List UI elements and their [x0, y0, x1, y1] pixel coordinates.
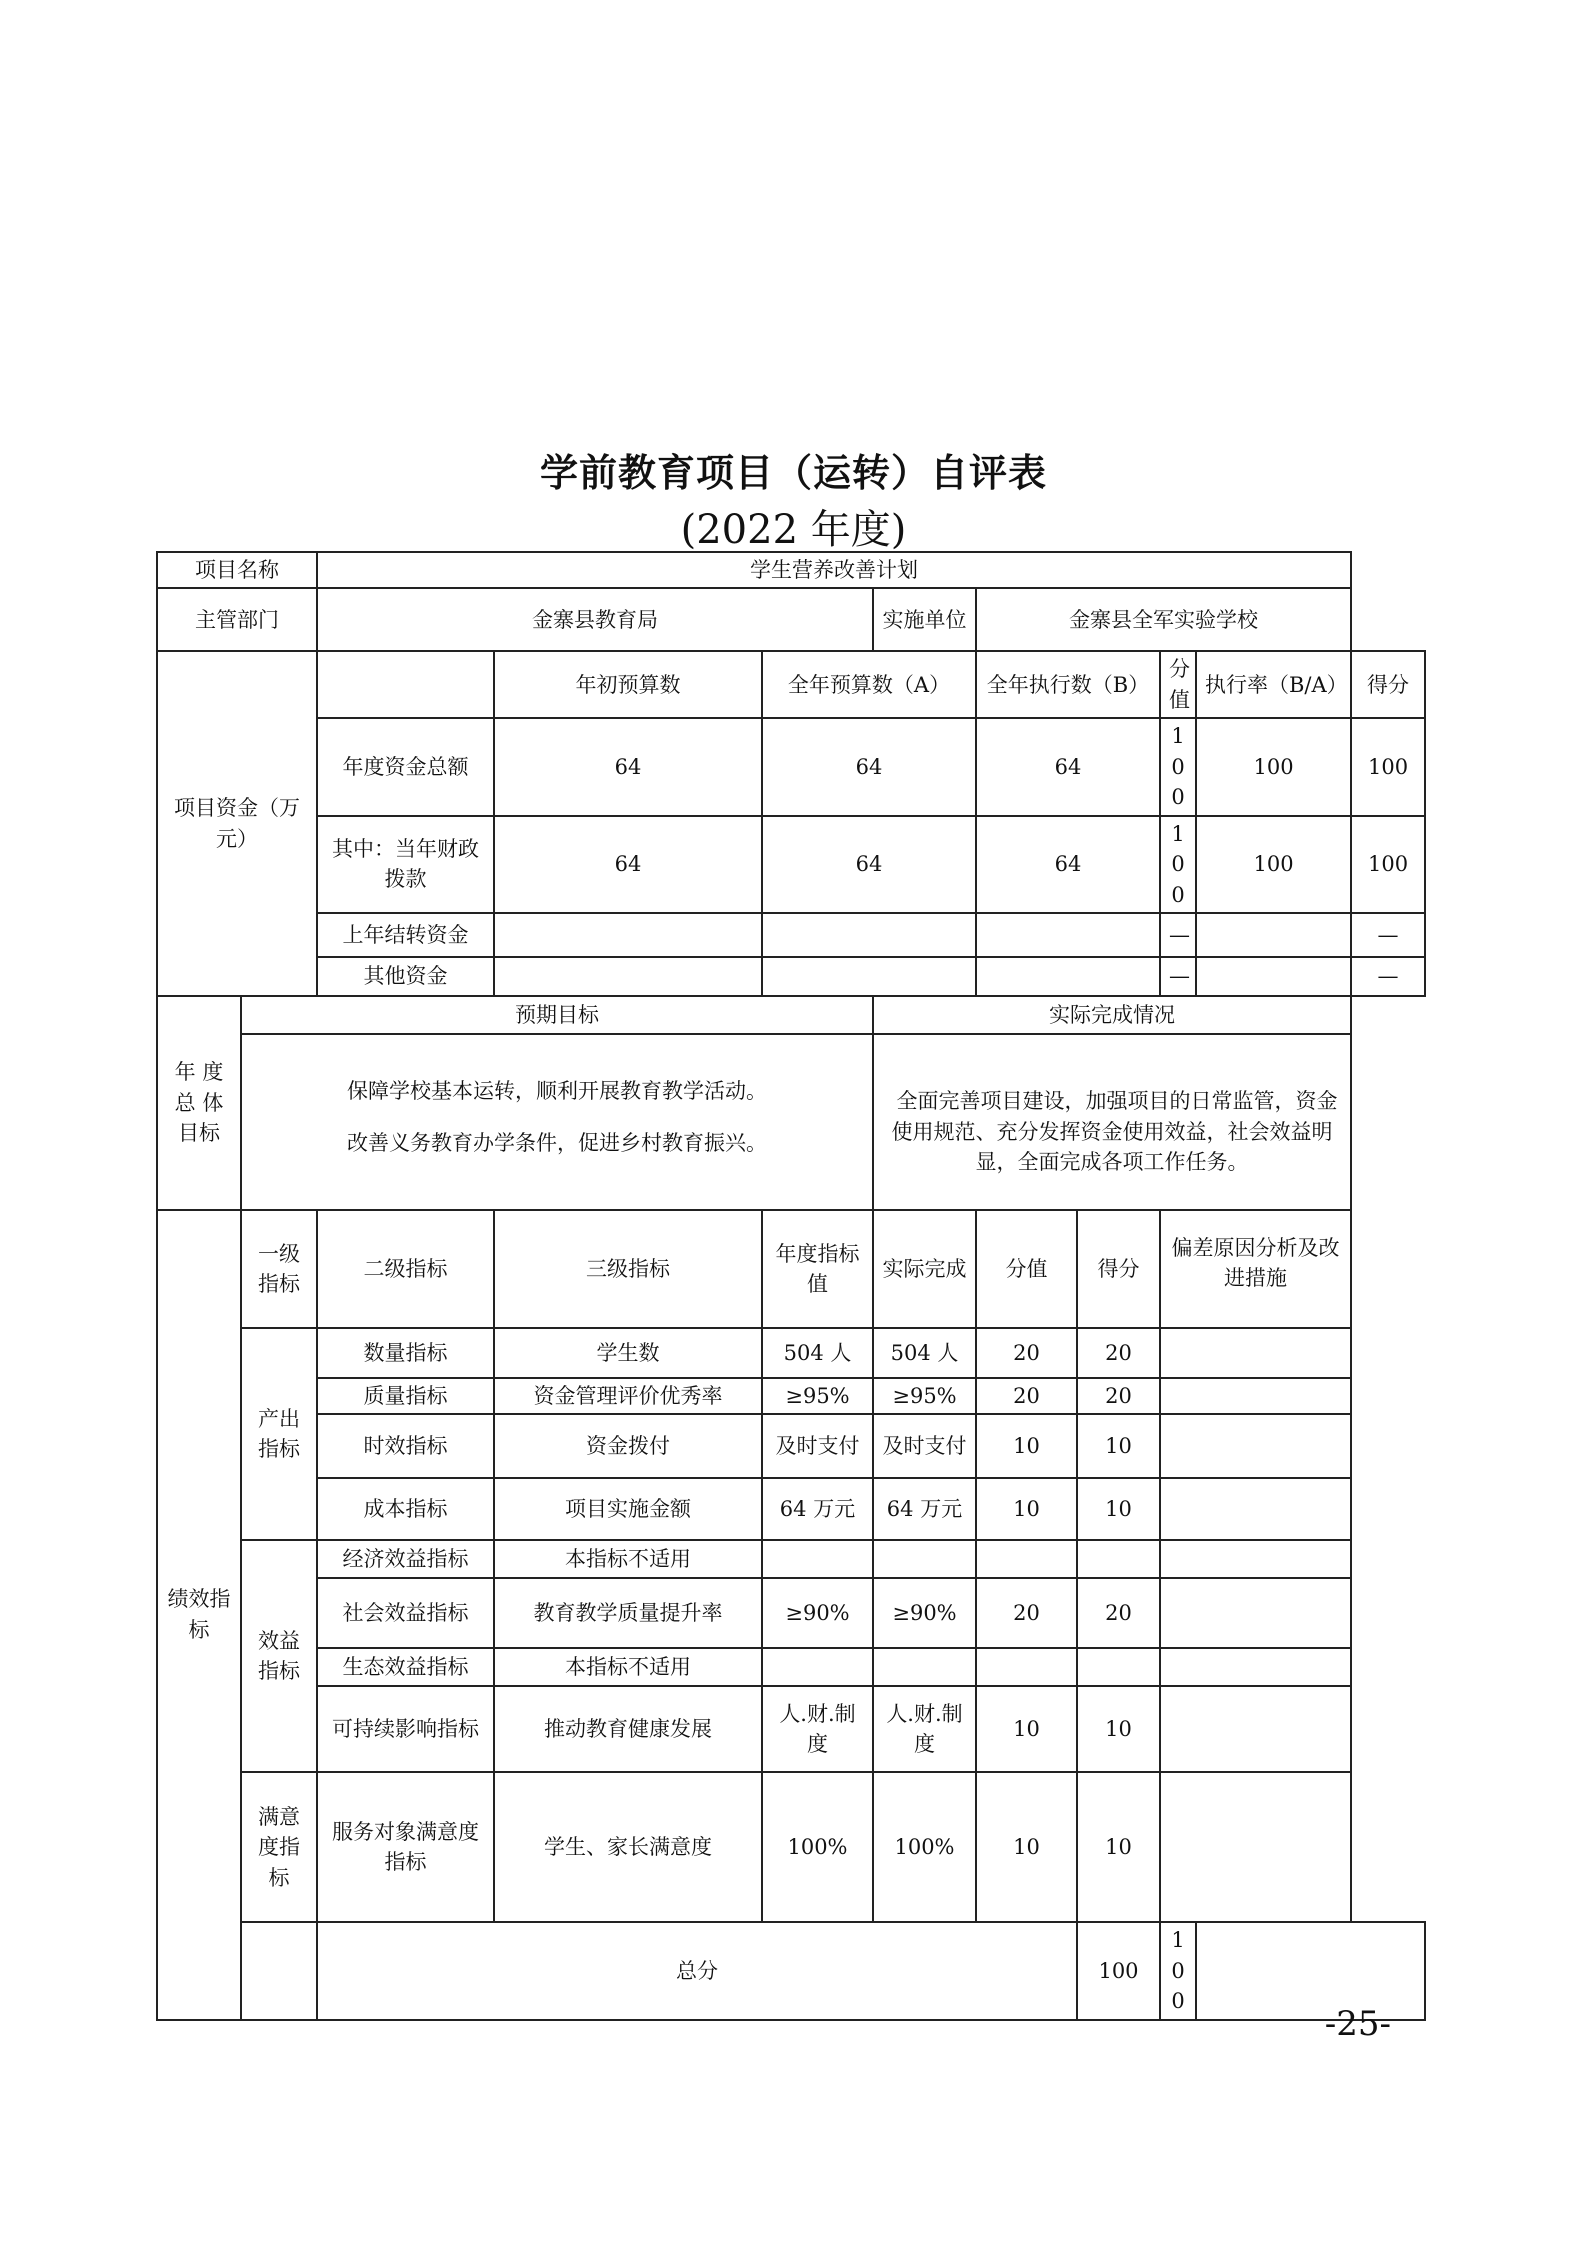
row-department — [157, 588, 1425, 651]
funds-header-exec: 全年执行数（B） — [976, 651, 1160, 718]
row-goals-content — [157, 1034, 1425, 1210]
funds-header-score-value: 分值 — [1160, 651, 1196, 718]
perf-note — [1160, 1648, 1351, 1686]
funds-full — [762, 913, 976, 957]
perf-score: 20 — [1077, 1378, 1160, 1414]
goals-expected — [241, 1034, 873, 1210]
perf-value: 20 — [976, 1378, 1077, 1414]
row-funds-total — [157, 718, 1425, 815]
perf-l2: 时效指标 — [317, 1414, 494, 1478]
goals-expected-line: 改善义务教育办学条件，促进乡村教育振兴。 — [347, 1130, 767, 1155]
funds-label: 项目资金（万元） — [157, 651, 317, 996]
perf-row — [157, 1378, 1425, 1414]
perf-l3: 学生、家长满意度 — [494, 1772, 762, 1922]
perf-note — [1160, 1578, 1351, 1648]
perf-actual: ≥90% — [873, 1578, 976, 1648]
project-name-label: 项目名称 — [157, 552, 317, 588]
perf-l2: 成本指标 — [317, 1478, 494, 1540]
perf-l2: 生态效益指标 — [317, 1648, 494, 1686]
perf-note — [1160, 1772, 1351, 1922]
perf-note — [1160, 1378, 1351, 1414]
perf-group-satisfaction: 满意度指标 — [241, 1772, 317, 1922]
perf-note — [1160, 1478, 1351, 1540]
perf-l2: 服务对象满意度指标 — [317, 1772, 494, 1922]
perf-row — [157, 1686, 1425, 1772]
perf-actual — [873, 1540, 976, 1578]
perf-header-score: 得分 — [1077, 1210, 1160, 1328]
perf-row — [157, 1478, 1425, 1540]
perf-l2: 经济效益指标 — [317, 1540, 494, 1578]
perf-row — [157, 1540, 1425, 1578]
perf-target: ≥90% — [762, 1578, 873, 1648]
row-funds-other — [157, 957, 1425, 996]
perf-value: 20 — [976, 1328, 1077, 1378]
perf-header-value: 分值 — [976, 1210, 1077, 1328]
goals-actual-header: 实际完成情况 — [873, 996, 1351, 1034]
perf-row — [157, 1328, 1425, 1378]
dept-label: 主管部门 — [157, 588, 317, 651]
row-goals-header — [157, 996, 1425, 1034]
funds-score: 100 — [1351, 718, 1425, 815]
document-subtitle: (2022 年度) — [680, 507, 907, 553]
perf-header-target: 年度指标值 — [762, 1210, 873, 1328]
row-funds-header — [157, 651, 1425, 718]
perf-row — [157, 1772, 1425, 1922]
funds-rate — [1196, 913, 1351, 957]
perf-score — [1077, 1648, 1160, 1686]
funds-score-value: — — [1160, 957, 1196, 996]
unit-label: 实施单位 — [873, 588, 976, 651]
funds-row-label: 其中：当年财政拨款 — [317, 816, 494, 913]
funds-score-value: — — [1160, 913, 1196, 957]
perf-note — [1160, 1686, 1351, 1772]
perf-value — [976, 1540, 1077, 1578]
perf-header-l3: 三级指标 — [494, 1210, 762, 1328]
total-blank — [241, 1922, 317, 2019]
row-project-name — [157, 552, 1425, 588]
page-number: -25- — [1324, 2004, 1391, 2044]
perf-l3: 资金拨付 — [494, 1414, 762, 1478]
funds-exec — [976, 957, 1160, 996]
unit-value: 金寨县全军实验学校 — [976, 588, 1351, 651]
row-perf-header — [157, 1210, 1425, 1328]
document-title: 学前教育项目（运转）自评表 — [539, 451, 1047, 495]
funds-init: 64 — [494, 718, 762, 815]
funds-row-label: 上年结转资金 — [317, 913, 494, 957]
funds-exec: 64 — [976, 816, 1160, 913]
perf-l2: 可持续影响指标 — [317, 1686, 494, 1772]
perf-l2: 质量指标 — [317, 1378, 494, 1414]
perf-target: 及时支付 — [762, 1414, 873, 1478]
total-label: 总分 — [317, 1922, 1077, 2019]
perf-target — [762, 1648, 873, 1686]
perf-header-l1: 一级指标 — [241, 1210, 317, 1328]
perf-target: 人.财.制度 — [762, 1686, 873, 1772]
funds-header-blank — [317, 651, 494, 718]
perf-actual — [873, 1648, 976, 1686]
funds-full: 64 — [762, 718, 976, 815]
perf-score: 20 — [1077, 1328, 1160, 1378]
row-funds-carryover — [157, 913, 1425, 957]
project-name-value: 学生营养改善计划 — [317, 552, 1351, 588]
funds-score-value: 100 — [1160, 816, 1196, 913]
perf-score: 20 — [1077, 1578, 1160, 1648]
funds-init — [494, 957, 762, 996]
perf-value: 20 — [976, 1578, 1077, 1648]
funds-score: — — [1351, 957, 1425, 996]
funds-full — [762, 957, 976, 996]
row-funds-fiscal — [157, 816, 1425, 913]
funds-score: — — [1351, 913, 1425, 957]
perf-score: 10 — [1077, 1772, 1160, 1922]
perf-l3: 本指标不适用 — [494, 1540, 762, 1578]
funds-exec: 64 — [976, 718, 1160, 815]
perf-value: 10 — [976, 1772, 1077, 1922]
perf-actual: 64 万元 — [873, 1478, 976, 1540]
perf-header-l2: 二级指标 — [317, 1210, 494, 1328]
dept-value: 金寨县教育局 — [317, 588, 873, 651]
perf-score: 10 — [1077, 1478, 1160, 1540]
goals-label: 年 度总 体目标 — [157, 996, 241, 1210]
perf-actual: 504 人 — [873, 1328, 976, 1378]
perf-actual: ≥95% — [873, 1378, 976, 1414]
funds-init: 64 — [494, 816, 762, 913]
perf-target — [762, 1540, 873, 1578]
perf-l3: 资金管理评价优秀率 — [494, 1378, 762, 1414]
perf-value: 10 — [976, 1414, 1077, 1478]
perf-note — [1160, 1540, 1351, 1578]
perf-value: 10 — [976, 1478, 1077, 1540]
perf-l3: 学生数 — [494, 1328, 762, 1378]
row-total — [157, 1922, 1425, 2019]
perf-l2: 社会效益指标 — [317, 1578, 494, 1648]
funds-row-label: 其他资金 — [317, 957, 494, 996]
total-value: 100 — [1077, 1922, 1160, 2019]
perf-l3: 教育教学质量提升率 — [494, 1578, 762, 1648]
goals-expected-line: 保障学校基本运转，顺利开展教育教学活动。 — [347, 1078, 767, 1103]
perf-score: 10 — [1077, 1414, 1160, 1478]
perf-l3: 推动教育健康发展 — [494, 1686, 762, 1772]
funds-rate — [1196, 957, 1351, 996]
perf-row — [157, 1648, 1425, 1686]
perf-row — [157, 1578, 1425, 1648]
goals-actual: 全面完善项目建设，加强项目的日常监管，资金使用规范、充分发挥资金使用效益，社会效益明显，全面完成各项工作任务。 — [873, 1034, 1351, 1210]
perf-value — [976, 1648, 1077, 1686]
perf-target: 504 人 — [762, 1328, 873, 1378]
goals-expected-header: 预期目标 — [241, 996, 873, 1034]
total-score: 100 — [1160, 1922, 1196, 2019]
funds-exec — [976, 913, 1160, 957]
funds-score-value: 100 — [1160, 718, 1196, 815]
funds-full: 64 — [762, 816, 976, 913]
perf-target: 64 万元 — [762, 1478, 873, 1540]
perf-group-output: 产出指标 — [241, 1328, 317, 1540]
perf-note — [1160, 1414, 1351, 1478]
funds-header-rate: 执行率（B/A） — [1196, 651, 1351, 718]
perf-score: 10 — [1077, 1686, 1160, 1772]
funds-rate: 100 — [1196, 718, 1351, 815]
perf-l2: 数量指标 — [317, 1328, 494, 1378]
perf-note — [1160, 1328, 1351, 1378]
perf-actual: 100% — [873, 1772, 976, 1922]
perf-group-benefit: 效益指标 — [241, 1540, 317, 1772]
perf-actual: 人.财.制度 — [873, 1686, 976, 1772]
funds-header-init: 年初预算数 — [494, 651, 762, 718]
evaluation-table — [156, 551, 1426, 2021]
funds-rate: 100 — [1196, 816, 1351, 913]
perf-value: 10 — [976, 1686, 1077, 1772]
perf-l3: 本指标不适用 — [494, 1648, 762, 1686]
perf-actual: 及时支付 — [873, 1414, 976, 1478]
perf-score — [1077, 1540, 1160, 1578]
perf-target: 100% — [762, 1772, 873, 1922]
funds-score: 100 — [1351, 816, 1425, 913]
perf-l3: 项目实施金额 — [494, 1478, 762, 1540]
funds-header-score: 得分 — [1351, 651, 1425, 718]
perf-row — [157, 1414, 1425, 1478]
funds-header-full: 全年预算数（A） — [762, 651, 976, 718]
perf-header-actual: 实际完成 — [873, 1210, 976, 1328]
perf-header-note: 偏差原因分析及改进措施 — [1160, 1210, 1351, 1328]
funds-init — [494, 913, 762, 957]
perf-label: 绩效指标 — [157, 1210, 241, 2020]
funds-row-label: 年度资金总额 — [317, 718, 494, 815]
perf-target: ≥95% — [762, 1378, 873, 1414]
